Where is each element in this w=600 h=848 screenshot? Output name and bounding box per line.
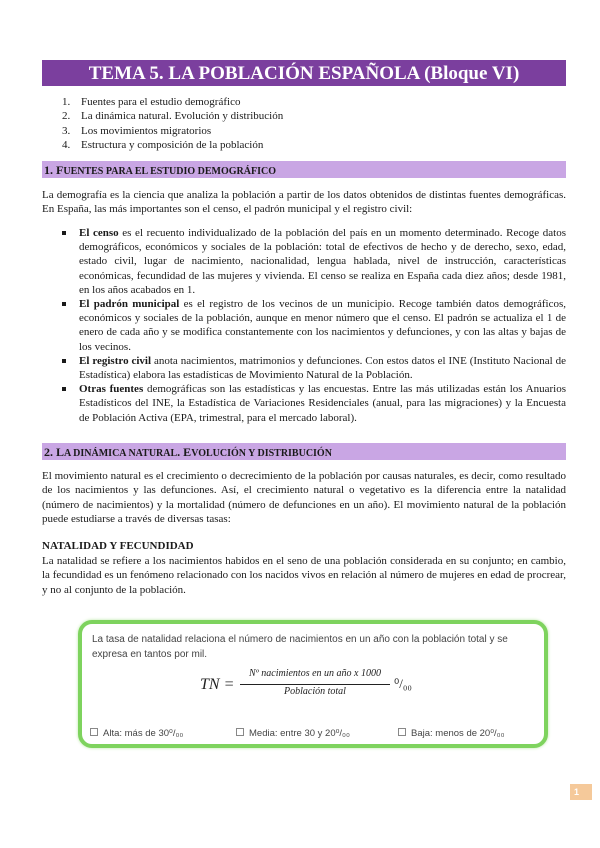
level-option <box>236 728 350 739</box>
section-2-intro: El movimiento natural es el crecimiento o decrecimiento de la población por causas naturales, es decir, como resultado de los nacimientos y las defunciones. Así, el crecimiento natural o vegetativo es la diferencia entre la natalidad (número de nacimientos) y la mortalidad (número de defunciones en un año). El movimiento natural de la población puede estudiarse a través de diversas tasas: <box>42 470 566 525</box>
description: anota nacimientos, matrimonios y defunciones. Con estos datos el INE (Instituto Nacional de Estadística) elabora las estadísticas de Movimiento Natural de la Población. <box>79 354 566 382</box>
toc-label: Los movimientos migratorios <box>81 124 212 137</box>
toc-label: Fuentes para el estudio demográfico <box>81 96 241 108</box>
heading-text: UENTES PARA EL ESTUDIO DEMOGRÁFICO <box>63 166 276 177</box>
formula-lhs: TN = <box>200 676 235 693</box>
description: es el registro de los vecinos de un municipio. Recoge también datos demográficos, económicos y sociales de la población, aunque en menor número que el censo. El padrón se actualiza el 1 de enero de cada año y se modifica constantemente con los nacimientos y defunciones, y con las altas y bajas de los vecinos. <box>79 298 567 353</box>
toc-number: 3. <box>62 124 71 137</box>
checkbox-icon <box>90 728 98 736</box>
sources-list <box>62 226 566 425</box>
list-item <box>62 297 566 354</box>
section-1-heading <box>42 161 566 178</box>
heading-text: A DINÁMICA NATURAL <box>64 448 178 459</box>
section-1-intro: La demografía es la ciencia que analiza la población a partir de los datos obtenidos de distintas fuentes demográficas. En España, las más importantes son el censo, el padrón municipal y el registro civil: <box>42 189 566 216</box>
subheading: NATALIDAD Y FECUNDIDAD <box>42 540 194 552</box>
level-option <box>398 728 505 739</box>
toc-number: 2. <box>62 110 71 123</box>
formula-box <box>78 620 548 748</box>
section-2-heading <box>42 443 566 460</box>
bullet-icon <box>62 302 66 306</box>
toc-item <box>62 109 283 123</box>
toc-item <box>62 124 283 138</box>
bullet-icon <box>62 359 66 363</box>
term: El padrón municipal <box>79 298 180 311</box>
subheading-text: La natalidad se refiere a los nacimientos habidos en el seno de una población considerada en su conjunto; en cambio, la fecundidad es un fenómeno relacionado con los nacidos vivos en relación al número de mujeres en edad de procrear, y no al conjunto de la población. <box>42 555 566 596</box>
term: El censo <box>79 227 119 239</box>
toc-number: 4. <box>62 139 71 152</box>
section-number: 1. <box>44 163 53 177</box>
formula-description: La tasa de natalidad relaciona el número de nacimientos en un año con la población total y se expresa en tantos por mil. <box>92 634 508 660</box>
level-label: Media: entre 30 y 20⁰/₀₀ <box>249 728 350 739</box>
description: es el recuento individualizado de la población del país en un momento determinado. Recoge datos demográficos, económicos y sociales de la población: total de efectivos de hecho y de derecho, sexo, edad, estado civil, lugar de nacimiento, nacionalidad, lengua hablada, nivel de instrucción, características económicas, fecundidad de las mujeres y vivienda. El censo se realiza en España cada diez años; desde 1981, en los años acabados en 1. <box>79 227 566 296</box>
toc-label: La dinámica natural. Evolución y distribución <box>81 110 284 123</box>
formula-denominator: Población total <box>284 686 346 697</box>
checkbox-icon <box>398 728 406 736</box>
page-number: 1 <box>570 784 592 800</box>
term: El registro civil <box>79 354 152 367</box>
toc-label: Estructura y composición de la población <box>81 139 264 152</box>
heading-initial: L <box>56 445 65 459</box>
list-item <box>62 382 566 425</box>
page-title: TEMA 5. LA POBLACIÓN ESPAÑOLA (Bloque VI) <box>42 60 566 86</box>
fraction-bar <box>240 684 390 685</box>
table-of-contents <box>62 95 283 153</box>
birth-rate-formula <box>200 668 500 704</box>
section-number: 2. <box>44 445 53 459</box>
formula-numerator: Nº nacimientos en un año x 1000 <box>249 668 381 679</box>
formula-unit: ⁰/₀₀ <box>394 676 412 691</box>
heading-initial: F <box>56 163 64 177</box>
description: demográficas son las estadísticas y las encuestas. Entre las más utilizadas están los Anuarios Estadísticos del INE, la Estadística de Variaciones Residenciales (anual, para las migraciones) y la Encuesta de Población Activa (EPA, trimestral, para el mercado laboral). <box>79 383 567 424</box>
term: Otras fuentes <box>79 383 144 396</box>
rate-levels <box>90 728 545 742</box>
level-option <box>90 728 183 739</box>
checkbox-icon <box>236 728 244 736</box>
bullet-icon <box>62 231 66 235</box>
heading-initial: . E <box>177 445 192 459</box>
toc-number: 1. <box>62 96 71 108</box>
level-label: Alta: más de 30⁰/₀₀ <box>103 728 184 739</box>
toc-item <box>62 138 283 152</box>
bullet-icon <box>62 387 66 391</box>
list-item <box>62 226 566 297</box>
list-item <box>62 354 566 382</box>
toc-item <box>62 95 283 109</box>
heading-text: VOLUCIÓN Y DISTRIBUCIÓN <box>191 448 332 459</box>
level-label: Baja: menos de 20⁰/₀₀ <box>411 728 505 739</box>
